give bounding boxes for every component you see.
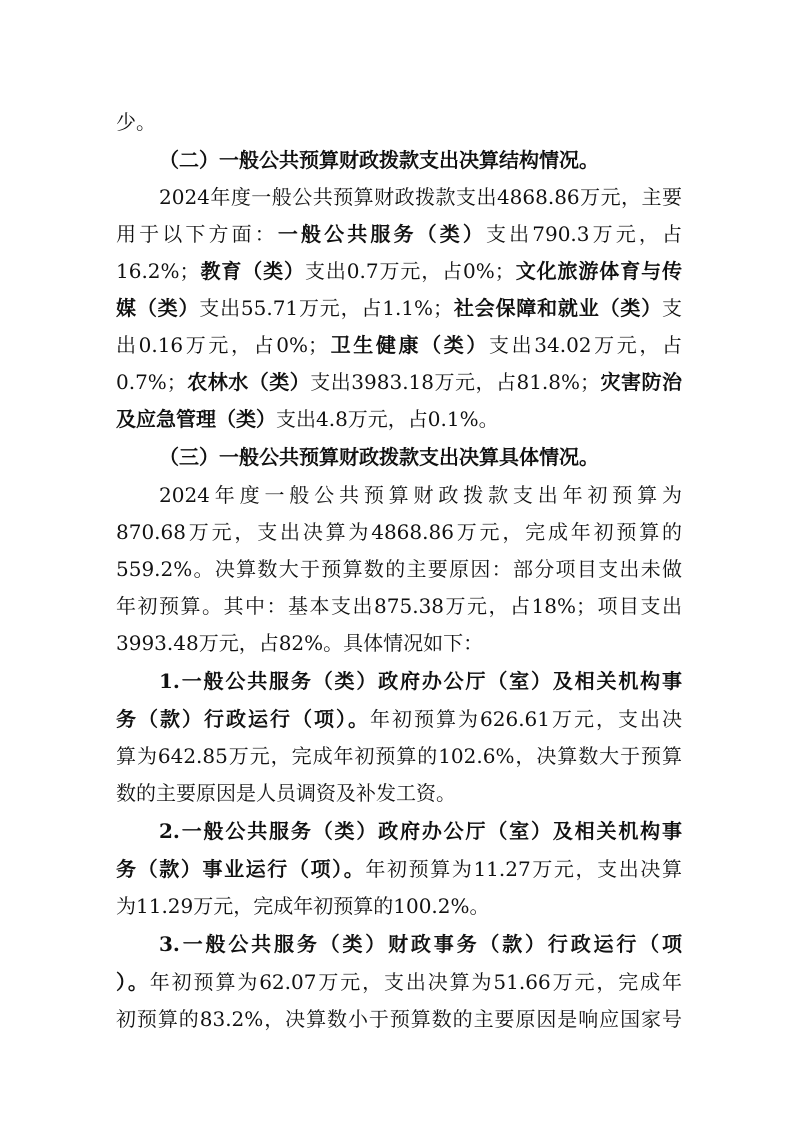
text-line — [159, 817, 682, 845]
text-segment: 年初预算。其中：基本支出875.38万元，占18%；项目支出 — [116, 594, 682, 618]
text-segment: 年初预算为11.27万元，支出决算 — [365, 857, 682, 881]
text-segment: 支出3983.18万元，占81.8%； — [310, 370, 601, 394]
text-line — [116, 220, 682, 248]
text-line — [116, 108, 682, 136]
text-segment: 数的主要原因是人员调资及补发工资。 — [116, 781, 456, 805]
text-line — [116, 405, 682, 433]
text-segment: 3993.48万元，占82%。具体情况如下： — [116, 631, 484, 655]
bold-text-segment: 媒（类） — [116, 296, 200, 320]
text-line — [116, 331, 682, 359]
text-line — [159, 146, 682, 174]
text-segment: 559.2%。决算数大于预算数的主要原因：部分项目支出未做 — [116, 557, 682, 581]
text-segment: 年初预算为62.07万元，支出决算为51.66万元，完成年 — [149, 970, 683, 994]
bold-text-segment: 灾害防治 — [600, 370, 683, 394]
text-segment: 2024年度一般公共预算财政拨款支出4868.86万元，主要 — [159, 185, 682, 209]
text-segment: 0.7%； — [116, 370, 187, 394]
bold-text-segment: 务（款）事业运行（项）。 — [116, 857, 366, 881]
text-line — [116, 742, 682, 770]
bold-text-segment: 农林水（类） — [186, 370, 311, 394]
text-segment: 支出790.3万元，占 — [486, 222, 683, 246]
text-segment: 出0.16万元，占0%； — [116, 333, 329, 357]
text-line — [116, 592, 682, 620]
text-line — [116, 705, 682, 733]
text-segment: 2024年度一般公共预算财政拨款支出年初预算为 — [159, 483, 682, 507]
text-line — [116, 368, 682, 396]
bold-text-segment: 一般公共服务（类） — [277, 222, 486, 246]
text-segment: 16.2%； — [116, 259, 200, 283]
text-segment: 支出0.7万元，占0%； — [304, 259, 515, 283]
bold-text-segment: 及应急管理（类） — [116, 407, 276, 431]
text-line — [116, 629, 682, 657]
text-line — [116, 555, 682, 583]
text-segment: 用于以下方面： — [116, 222, 278, 246]
text-line — [159, 481, 682, 509]
text-segment: 初预算的83.2%，决算数小于预算数的主要原因是响应国家号 — [116, 1007, 682, 1031]
text-line — [116, 257, 682, 285]
bold-text-segment: 文化旅游体育与传 — [514, 259, 682, 283]
text-line — [159, 443, 682, 471]
bold-text-segment: （二）一般公共预算财政拨款支出决算结构情况。 — [159, 148, 599, 172]
text-segment: 支出55.71万元，占1.1%； — [199, 296, 454, 320]
text-line — [159, 667, 682, 695]
bold-text-segment: 卫生健康（类） — [328, 333, 490, 357]
text-line — [159, 183, 682, 211]
text-segment: 支出4.8万元，占0.1%。 — [276, 407, 499, 431]
bold-text-segment: ）。 — [116, 970, 150, 994]
bold-text-segment: （三）一般公共预算财政拨款支出决算具体情况。 — [159, 445, 599, 469]
text-line — [116, 518, 682, 546]
text-line — [116, 779, 682, 807]
text-segment: 870.68万元，支出决算为4868.86万元，完成年初预算的 — [116, 520, 682, 544]
text-segment: 支出34.02万元，占 — [489, 333, 683, 357]
bold-text-segment: 务（款）行政运行（项）。 — [116, 707, 371, 731]
text-line — [116, 294, 682, 322]
text-segment: 少。 — [116, 110, 156, 134]
text-line — [159, 930, 682, 958]
bold-text-segment: 1.一般公共服务（类）政府办公厅（室）及相关机构事 — [159, 669, 682, 693]
bold-text-segment: 社会保障和就业（类） — [453, 296, 663, 320]
text-segment: 年初预算为626.61万元，支出决 — [370, 707, 683, 731]
bold-text-segment: 教育（类） — [199, 259, 305, 283]
text-line — [116, 855, 682, 883]
bold-text-segment: 2.一般公共服务（类）政府办公厅（室）及相关机构事 — [159, 819, 682, 843]
text-line — [116, 892, 682, 920]
text-line — [116, 1005, 682, 1033]
bold-text-segment: 3.一般公共服务（类）财政事务（款）行政运行（项 — [159, 932, 682, 956]
text-segment: 支 — [662, 296, 683, 320]
text-segment: 为11.29万元，完成年初预算的100.2%。 — [116, 894, 490, 918]
text-segment: 算为642.85万元，完成年初预算的102.6%，决算数大于预算 — [116, 744, 682, 768]
text-line — [116, 968, 682, 996]
